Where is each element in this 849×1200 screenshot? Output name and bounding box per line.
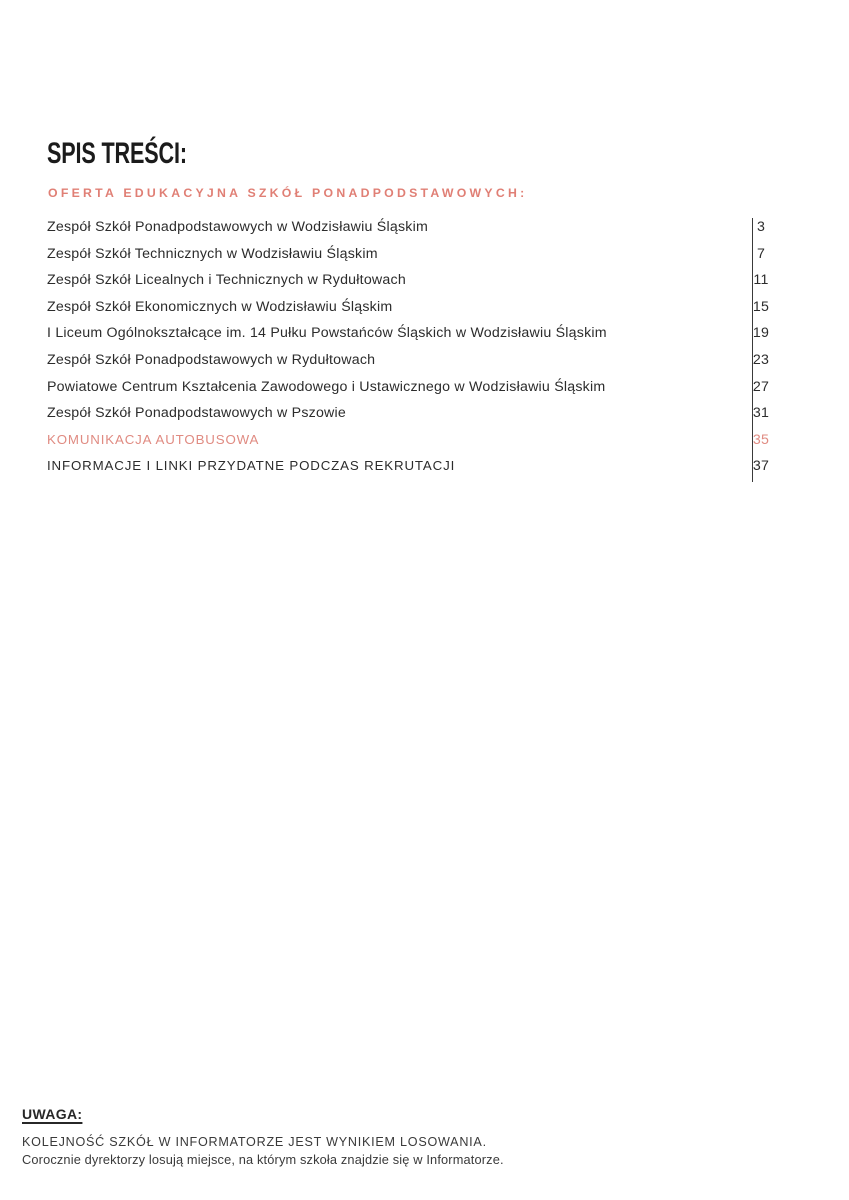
list-item[interactable] [47,320,783,347]
toc-entry-page-number: 35 [752,431,770,448]
table-of-contents-header [47,137,807,200]
toc-entry-label: I Liceum Ogólnokształcące im. 14 Pułku Powstańców Śląskich w Wodzisławiu Śląskim [47,325,607,342]
toc-entry-page-number: 11 [753,272,769,289]
list-item[interactable] [47,427,783,454]
table-of-contents-list [47,214,783,480]
toc-entry-label: Zespół Szkół Ekonomicznych w Wodzisławiu Śląskim [47,298,393,315]
toc-entry-label: KOMUNIKACJA AUTOBUSOWA [47,431,260,447]
list-item[interactable] [47,400,783,427]
section-heading: OFERTA EDUKACYJNA SZKÓŁ PONADPODSTAWOWYCH: [48,186,528,200]
footnote-line-secondary: Corocznie dyrektorzy losują miejsce, na którym szkoła znajdzie się w Informatorze. [22,1152,504,1167]
list-item[interactable] [47,267,783,294]
toc-entry-page-number: 7 [756,245,766,262]
page-title: SPIS TREŚCI: [47,137,187,170]
footnote-title: UWAGA: [22,1106,83,1122]
toc-entry-label: Zespół Szkół Technicznych w Wodzisławiu Śląskim [47,245,378,262]
toc-entry-page-number: 31 [752,405,770,422]
toc-entry-label: INFORMACJE I LINKI PRZYDATNE PODCZAS REKRUTACJI [47,458,456,474]
toc-entry-page-number: 27 [752,378,770,395]
toc-entry-label: Zespół Szkół Ponadpodstawowych w Wodzisławiu Śląskim [47,219,428,235]
list-item[interactable] [47,347,783,374]
toc-entry-label: Powiatowe Centrum Kształcenia Zawodowego i Ustawicznego w Wodzisławiu Śląskim [47,378,606,395]
list-item[interactable] [47,374,783,401]
toc-entry-page-number: 23 [752,351,770,368]
footnote-block [22,1106,722,1167]
toc-entry-page-number: 37 [752,458,770,475]
toc-entry-label: Zespół Szkół Ponadpodstawowych w Pszowie [47,405,346,422]
list-item[interactable] [47,241,783,268]
toc-entry-label: Zespół Szkół Ponadpodstawowych w Rydułtowach [47,351,376,368]
list-item[interactable] [47,294,783,321]
list-item[interactable] [47,214,783,241]
list-item[interactable] [47,453,783,480]
page-number-divider [752,218,753,482]
footnote-line-primary: KOLEJNOŚĆ SZKÓŁ W INFORMATORZE JEST WYNIKIEM LOSOWANIA. [22,1135,487,1149]
toc-entry-page-number: 3 [756,219,766,235]
toc-entry-label: Zespół Szkół Licealnych i Technicznych w Rydułtowach [47,272,406,289]
toc-entry-page-number: 15 [752,298,770,315]
toc-entry-page-number: 19 [752,325,770,342]
